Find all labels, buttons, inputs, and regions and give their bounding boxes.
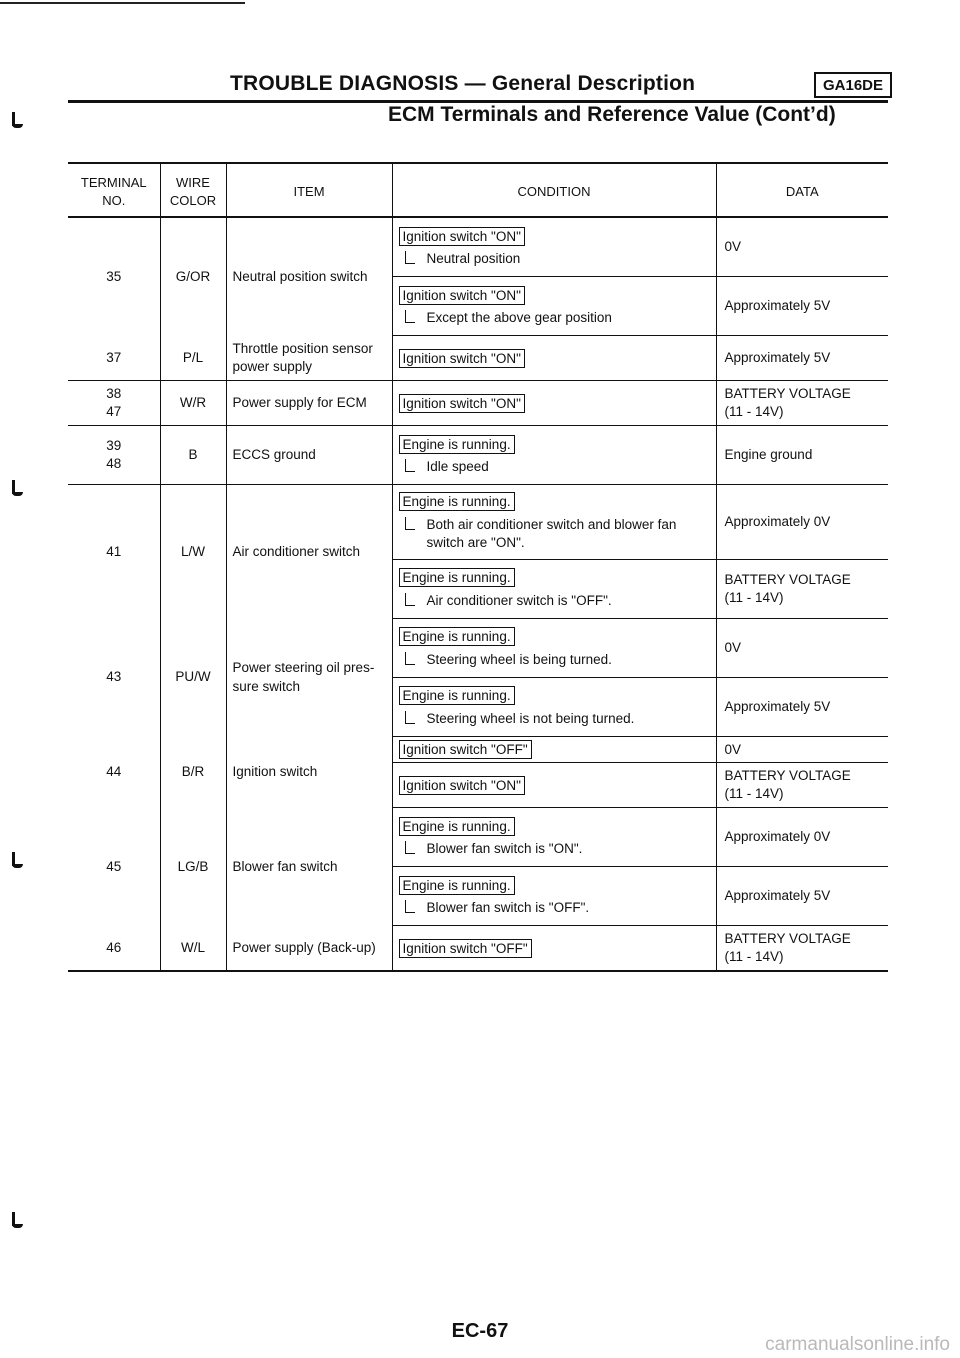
margin-mark-icon <box>10 1212 24 1228</box>
item-name: Power supply for ECM <box>226 381 392 426</box>
data-value: BATTERY VOLTAGE (11 - 14V) <box>716 381 888 426</box>
sub-condition: Steering wheel is not being turned. <box>426 710 635 726</box>
sub-condition: Blower fan switch is "ON". <box>426 840 583 856</box>
sub-condition: Idle speed <box>426 458 489 474</box>
wire-color: PU/W <box>160 619 226 737</box>
state-box: Engine is running. <box>399 627 515 646</box>
terminal-number: 38 47 <box>68 381 160 426</box>
condition-cell <box>392 808 716 867</box>
table-row <box>68 485 888 560</box>
page-number: EC-67 <box>451 1320 509 1342</box>
sub-condition: Neutral position <box>426 250 521 266</box>
wire-color: LG/B <box>160 808 226 926</box>
margin-mark-icon <box>10 112 24 128</box>
item-name: Ignition switch <box>226 737 392 808</box>
condition-cell <box>392 217 716 277</box>
sub-condition: Air conditioner switch is "OFF". <box>426 592 612 608</box>
table-row <box>68 619 888 678</box>
condition-cell <box>392 737 716 763</box>
terminal-number: 45 <box>106 858 122 874</box>
sub-condition-icon <box>405 459 415 472</box>
condition-cell <box>392 619 716 678</box>
state-box: Ignition switch "ON" <box>399 776 525 795</box>
wire-color: P/L <box>160 336 226 381</box>
table-row <box>68 336 888 381</box>
condition-cell <box>392 678 716 737</box>
state-box: Ignition switch "ON" <box>399 227 525 246</box>
item-name: Power steering oil pres- sure switch <box>226 619 392 737</box>
table-row <box>68 926 888 972</box>
sub-condition: Blower fan switch is "OFF". <box>426 899 590 915</box>
page-header-title: TROUBLE DIAGNOSIS — General Description <box>230 72 696 95</box>
data-value: Approximately 0V <box>716 808 888 867</box>
state-box: Ignition switch "OFF" <box>399 740 532 759</box>
sub-condition-icon <box>405 900 415 913</box>
column-header-condition: CONDITION <box>392 163 716 217</box>
state-box: Engine is running. <box>399 817 515 836</box>
table-row <box>68 426 888 485</box>
state-box: Engine is running. <box>399 492 515 511</box>
condition-cell <box>392 763 716 808</box>
data-value: Approximately 5V <box>716 678 888 737</box>
data-value: 0V <box>716 619 888 678</box>
sub-condition: Except the above gear position <box>426 309 612 325</box>
condition-cell <box>392 336 716 381</box>
sub-condition-icon <box>405 593 415 606</box>
column-header-data: DATA <box>716 163 888 217</box>
data-value: 0V <box>716 217 888 277</box>
terminal-number: 44 <box>106 764 122 780</box>
state-box: Ignition switch "ON" <box>399 286 525 305</box>
wire-color: G/OR <box>160 217 226 336</box>
condition-cell <box>392 867 716 926</box>
sub-condition-icon <box>405 251 415 264</box>
wire-color: B/R <box>160 737 226 808</box>
state-box: Engine is running. <box>399 686 515 705</box>
data-value: Approximately 5V <box>716 336 888 381</box>
state-box: Engine is running. <box>399 435 515 454</box>
engine-code-badge: GA16DE <box>814 72 892 98</box>
item-name: Throttle position sensor power supply <box>226 336 392 381</box>
data-value: BATTERY VOLTAGE (11 - 14V) <box>716 560 888 619</box>
terminal-number: 43 <box>106 669 122 685</box>
terminal-number: 35 <box>106 269 122 285</box>
wire-color: L/W <box>160 485 226 619</box>
ecm-terminal-table <box>68 162 888 972</box>
sub-condition-icon <box>405 310 415 323</box>
condition-cell <box>392 560 716 619</box>
state-box: Ignition switch "ON" <box>399 394 525 413</box>
terminal-number: 39 48 <box>68 426 160 485</box>
wire-color: B <box>160 426 226 485</box>
table-row <box>68 217 888 277</box>
wire-color: W/L <box>160 926 226 972</box>
condition-cell <box>392 485 716 560</box>
table-row <box>68 808 888 867</box>
column-header-wire-color: WIRE COLOR <box>160 163 226 217</box>
item-name: Blower fan switch <box>226 808 392 926</box>
table-header-row <box>68 163 888 217</box>
wire-color: W/R <box>160 381 226 426</box>
sub-condition-icon <box>405 841 415 854</box>
table-row <box>68 381 888 426</box>
terminal-number: 46 <box>68 926 160 972</box>
top-border-line <box>0 2 245 4</box>
state-box: Engine is running. <box>399 876 515 895</box>
data-value: BATTERY VOLTAGE (11 - 14V) <box>716 763 888 808</box>
item-name: ECCS ground <box>226 426 392 485</box>
state-box: Ignition switch "ON" <box>399 349 525 368</box>
section-title: ECM Terminals and Reference Value (Cont’d) <box>388 103 836 126</box>
terminal-number: 41 <box>106 543 122 559</box>
item-name: Air conditioner switch <box>226 485 392 619</box>
terminal-number: 37 <box>68 336 160 381</box>
margin-mark-icon <box>10 480 24 496</box>
data-value: Approximately 5V <box>716 867 888 926</box>
state-box: Engine is running. <box>399 568 515 587</box>
condition-cell <box>392 277 716 336</box>
condition-cell <box>392 381 716 426</box>
condition-cell <box>392 426 716 485</box>
margin-mark-icon <box>10 852 24 868</box>
data-value: Approximately 0V <box>716 485 888 560</box>
sub-condition: Both air conditioner switch and blower fan switch are "ON". <box>426 516 677 550</box>
sub-condition: Steering wheel is being turned. <box>426 651 612 667</box>
state-box: Ignition switch "OFF" <box>399 939 532 958</box>
data-value: Engine ground <box>716 426 888 485</box>
data-value: 0V <box>716 737 888 763</box>
data-value: BATTERY VOLTAGE (11 - 14V) <box>716 926 888 972</box>
item-name: Neutral position switch <box>226 217 392 336</box>
site-watermark: carmanualsonline.info <box>765 1334 950 1355</box>
column-header-item: ITEM <box>226 163 392 217</box>
condition-cell <box>392 926 716 972</box>
item-name: Power supply (Back-up) <box>226 926 392 972</box>
sub-condition-icon <box>405 517 415 530</box>
table-row <box>68 737 888 763</box>
sub-condition-icon <box>405 652 415 665</box>
data-value: Approximately 5V <box>716 277 888 336</box>
sub-condition-icon <box>405 711 415 724</box>
column-header-terminal: TERMINAL NO. <box>68 163 160 217</box>
